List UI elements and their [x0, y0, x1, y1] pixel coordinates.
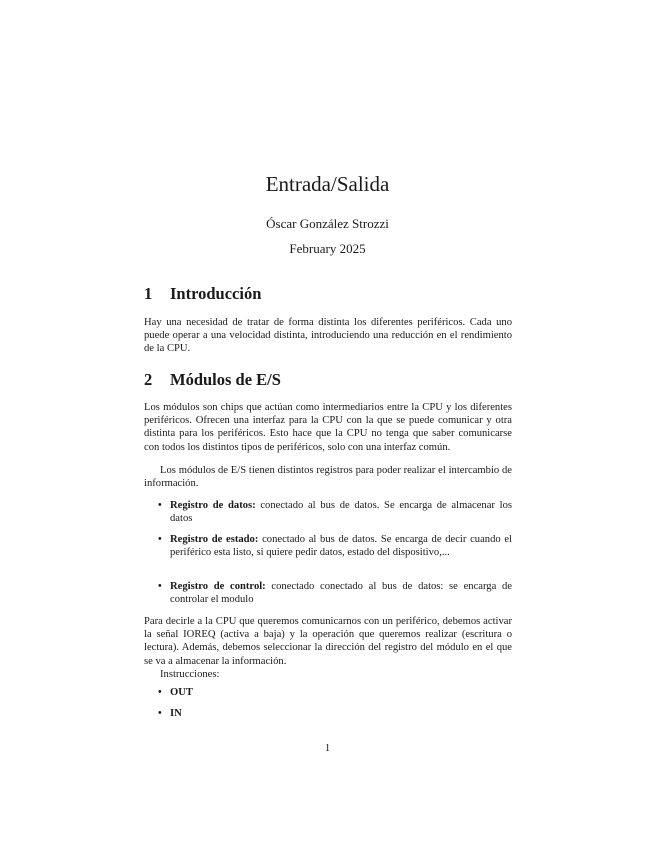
instruction-name: IN [170, 708, 182, 719]
list-item [158, 707, 512, 720]
list-item [158, 686, 512, 699]
instructions-label: Instrucciones: [160, 669, 220, 680]
section-title: Introducción [170, 284, 262, 303]
paragraph: Los módulos de E/S tienen distintos registros para poder realizar el intercambio de información. [144, 465, 512, 490]
list-item-description: conectado al bus de datos. Se encarga de almacenar los datos [170, 500, 512, 525]
list-item-term: Registro de estado: [170, 534, 259, 545]
paragraph: Para decirle a la CPU que queremos comunicarnos con un periférico, debemos activar la señal IOREQ (activa a baja) y la operación que queremos realizar (escritura o lectura). Además, debemos seleccionar la dirección del registro del módulo en el que se va a almacenar la información. [144, 616, 512, 667]
document-author: Óscar González Strozzi [266, 216, 389, 231]
list-item [158, 533, 512, 559]
section-number: 1 [144, 284, 153, 303]
section-heading-introduccion [144, 284, 261, 304]
section-number: 2 [144, 370, 153, 389]
page-number: 1 [324, 743, 331, 754]
bullet-icon: • [158, 708, 162, 719]
bullet-icon: • [158, 534, 162, 545]
bullet-icon: • [158, 581, 162, 592]
list-item-term: Registro de datos: [170, 500, 256, 511]
list-item [158, 499, 512, 525]
instruction-name: OUT [170, 687, 193, 698]
list-item-term: Registro de control: [170, 581, 266, 592]
paragraph: Los módulos son chips que actúan como intermediarios entre la CPU y los diferentes periféricos. Ofrecen una interfaz para la CPU con la que se puede comunicar y otra distinta para los periféricos. Esto hace que la CPU no tenga que saber comunicarse con todos los distintos tipos de periféricos, solo con una interfaz común. [144, 402, 512, 453]
list-item [158, 580, 512, 606]
document-title: Entrada/Salida [265, 172, 390, 196]
paragraph: Hay una necesidad de tratar de forma distinta los diferentes periféricos. Cada uno puede operar a una velocidad distinta, introduciendo una reducción en el rendimiento de la CPU. [144, 317, 512, 355]
bullet-icon: • [158, 500, 162, 511]
list-item-description: conectado conectado al bus de datos: se encarga de controlar el modulo [170, 581, 512, 606]
bullet-icon: • [158, 687, 162, 698]
section-heading-modulos [144, 370, 281, 390]
document-date: February 2025 [289, 241, 366, 256]
list-item-description: conectado al bus de datos. Se encarga de decir cuando el periférico esta listo, si quiere pedir datos, estado del dispositivo,... [170, 534, 512, 559]
section-title: Módulos de E/S [170, 370, 281, 389]
